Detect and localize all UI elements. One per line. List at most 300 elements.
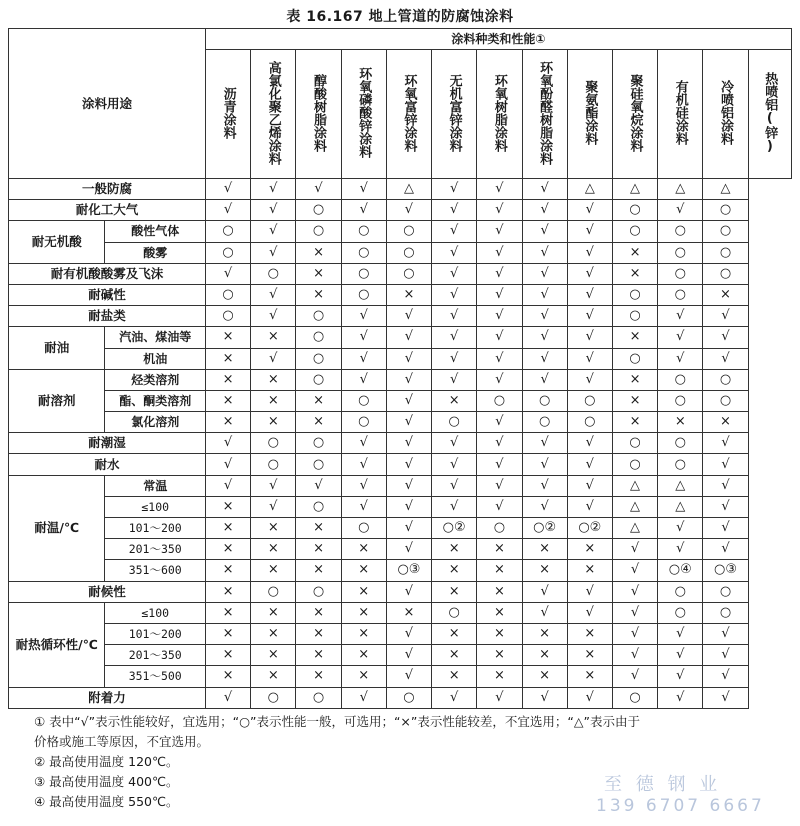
table-row [9,475,792,496]
rating-cell: √ [386,454,431,475]
rating-cell: ○ [522,412,567,433]
coating-header [432,50,477,179]
rating-cell: √ [205,263,250,284]
rating-cell: √ [205,687,250,708]
rating-cell: △ [612,518,657,539]
rating-cell: √ [432,200,477,221]
rating-cell: × [205,412,250,433]
rating-cell: × [612,327,657,348]
rating-cell: ○② [432,518,477,539]
rating-cell: × [522,666,567,687]
rating-cell: × [205,348,250,369]
rating-cell: √ [567,242,612,263]
coating-header [296,50,341,179]
rating-cell: ○ [386,242,431,263]
usage-category: 耐无机酸 [9,221,105,263]
table-row [9,602,792,623]
rating-cell: √ [567,433,612,454]
rating-cell: √ [703,666,748,687]
rating-cell: ○ [612,454,657,475]
rating-cell: √ [432,687,477,708]
usage-subcategory: 101～200 [105,518,206,539]
rating-cell: × [205,369,250,390]
rating-cell: √ [567,602,612,623]
rating-cell: ○ [703,263,748,284]
rating-cell: △ [658,179,703,200]
usage-category: 耐温/℃ [9,475,105,581]
rating-cell: × [296,390,341,411]
rating-cell: ○② [567,518,612,539]
rating-cell: √ [612,539,657,560]
rating-cell: ○ [612,200,657,221]
rating-cell: × [432,539,477,560]
rating-cell: × [432,560,477,581]
rating-cell: √ [612,645,657,666]
rating-cell: ○ [341,221,386,242]
rating-cell: × [205,645,250,666]
rating-cell: √ [386,369,431,390]
coating-name: 聚硅氧烷涂料 [627,73,643,152]
rating-cell: ○ [703,369,748,390]
rating-cell: ○ [251,263,296,284]
rating-cell: △ [658,475,703,496]
rating-cell: √ [477,687,522,708]
rating-cell: × [612,390,657,411]
rating-cell: × [205,666,250,687]
rating-cell: √ [251,284,296,305]
rating-cell: △ [567,179,612,200]
coating-table [8,28,792,709]
rating-cell: × [567,666,612,687]
rating-cell: × [477,645,522,666]
rating-cell: △ [612,475,657,496]
rating-cell: √ [522,200,567,221]
table-row [9,433,792,454]
watermark-phone: 139 6707 6667 [596,796,765,816]
rating-cell: √ [658,623,703,644]
rating-cell: ○ [658,369,703,390]
rating-cell: √ [703,433,748,454]
rating-cell: ○③ [386,560,431,581]
usage-subcategory: 酸性气体 [105,221,206,242]
rating-cell: √ [477,242,522,263]
rating-cell: √ [251,496,296,517]
rating-cell: √ [205,475,250,496]
rating-cell: × [341,581,386,602]
rating-cell: √ [522,475,567,496]
rating-cell: × [341,666,386,687]
rating-cell: √ [251,221,296,242]
rating-cell: √ [477,412,522,433]
table-row [9,179,792,200]
footnote-3: ③ 最高使用温度 400℃。 [34,774,179,789]
rating-cell: × [567,623,612,644]
rating-cell: × [341,560,386,581]
rating-cell: × [251,539,296,560]
rating-cell: √ [477,433,522,454]
rating-cell: √ [386,518,431,539]
rating-cell: √ [703,496,748,517]
rating-cell: ○ [612,687,657,708]
rating-cell: √ [432,179,477,200]
rating-cell: × [522,539,567,560]
table-row [9,306,792,327]
rating-cell: √ [567,263,612,284]
rating-cell: √ [522,242,567,263]
rating-cell: × [296,666,341,687]
rating-cell: √ [386,666,431,687]
rating-cell: ○ [477,390,522,411]
rating-cell: √ [205,433,250,454]
rating-cell: × [522,645,567,666]
rating-cell: × [432,581,477,602]
rating-cell: ○ [658,454,703,475]
rating-cell: √ [477,284,522,305]
rating-cell: √ [658,200,703,221]
table-row [9,645,792,666]
coating-header [477,50,522,179]
coating-name: 环氧磷酸锌涂料 [356,67,372,158]
table-row [9,200,792,221]
coating-name: 无机富锌涂料 [446,73,462,152]
rating-cell: ○ [658,221,703,242]
rating-cell: ○ [386,263,431,284]
usage-category: 耐热循环性/℃ [9,602,105,687]
rating-cell: √ [658,306,703,327]
rating-cell: √ [567,200,612,221]
rating-cell: △ [612,496,657,517]
rating-cell: ○ [612,306,657,327]
rating-cell: × [612,412,657,433]
table-row [9,666,792,687]
rating-cell: ○ [205,242,250,263]
coating-header [251,50,296,179]
rating-cell: √ [432,284,477,305]
rating-cell: × [205,560,250,581]
table-row [9,263,792,284]
rating-cell: √ [386,433,431,454]
rating-cell: √ [522,284,567,305]
rating-cell: √ [522,221,567,242]
rating-cell: √ [477,221,522,242]
rating-cell: × [205,327,250,348]
usage-category: 耐溶剂 [9,369,105,433]
rating-cell: √ [567,369,612,390]
rating-cell: √ [251,179,296,200]
rating-cell: √ [612,623,657,644]
rating-cell: √ [612,666,657,687]
rating-cell: √ [522,454,567,475]
coating-header [567,50,612,179]
table-row [9,687,792,708]
rating-cell: × [296,412,341,433]
rating-cell: ○③ [703,560,748,581]
rating-cell: √ [658,666,703,687]
rating-cell: √ [703,327,748,348]
rating-cell: √ [432,454,477,475]
rating-cell: √ [522,263,567,284]
rating-cell: × [341,602,386,623]
table-row [9,581,792,602]
rating-cell: √ [341,327,386,348]
rating-cell: √ [703,454,748,475]
footnote-4: ④ 最高使用温度 550℃。 [34,794,179,809]
rating-cell: × [477,539,522,560]
rating-cell: × [341,645,386,666]
rating-cell: × [612,369,657,390]
usage-subcategory: 101～200 [105,623,206,644]
rating-cell: × [251,623,296,644]
rating-cell: ○④ [658,560,703,581]
table-row [9,369,792,390]
rating-cell: √ [522,496,567,517]
rating-cell: √ [477,200,522,221]
rating-cell: ○ [386,687,431,708]
footnote-1-cont: 价格或施工等原因，不宜选用。 [34,734,210,749]
rating-cell: ○ [703,242,748,263]
rating-cell: × [522,560,567,581]
rating-cell: △ [612,179,657,200]
usage-subcategory: ≤100 [105,496,206,517]
rating-cell: × [296,263,341,284]
rating-cell: √ [432,263,477,284]
rating-cell: ○ [432,602,477,623]
rating-cell: √ [567,687,612,708]
rating-cell: ○ [251,433,296,454]
rating-cell: √ [386,539,431,560]
rating-cell: × [477,623,522,644]
rating-cell: ○ [296,221,341,242]
rating-cell: √ [432,242,477,263]
rating-cell: △ [386,179,431,200]
rating-cell: √ [477,306,522,327]
rating-cell: √ [477,454,522,475]
rating-cell: × [567,560,612,581]
rating-cell: ○ [567,412,612,433]
rating-cell: × [205,539,250,560]
table-row [9,454,792,475]
rating-cell: √ [477,369,522,390]
rating-cell: √ [567,348,612,369]
rating-cell: × [251,645,296,666]
rating-cell: × [477,602,522,623]
coating-name: 冷喷铝涂料 [717,80,733,145]
table-row [9,284,792,305]
rating-cell: × [432,390,477,411]
usage-subcategory: 201～350 [105,539,206,560]
rating-cell: △ [703,179,748,200]
table-row [9,390,792,411]
rating-cell: √ [703,518,748,539]
rating-cell: √ [432,369,477,390]
table-row [9,242,792,263]
rating-cell: ○ [432,412,477,433]
rating-cell: △ [658,496,703,517]
rating-cell: √ [567,327,612,348]
rating-cell: √ [522,581,567,602]
rating-cell: ○ [703,390,748,411]
rating-cell: √ [522,348,567,369]
rating-cell: × [296,645,341,666]
usage-category: 耐碱性 [9,284,206,305]
rating-cell: √ [432,348,477,369]
rating-cell: ○ [296,369,341,390]
rating-cell: × [251,666,296,687]
rating-cell: √ [251,200,296,221]
rating-cell: ○ [205,284,250,305]
rating-cell: ○ [658,390,703,411]
table-row [9,623,792,644]
table-title: 表 16.167 地上管道的防腐蚀涂料 [286,9,514,25]
header-row-1 [9,29,792,50]
table-row [9,518,792,539]
rating-cell: × [251,412,296,433]
rating-cell: ○ [296,200,341,221]
rating-cell: √ [386,475,431,496]
rating-cell: √ [567,221,612,242]
rating-cell: √ [251,475,296,496]
rating-cell: √ [612,602,657,623]
rating-cell: √ [386,306,431,327]
rating-cell: √ [477,263,522,284]
rating-cell: × [296,518,341,539]
rating-cell: √ [296,475,341,496]
rating-cell: ○ [612,348,657,369]
rating-cell: √ [296,179,341,200]
coating-header [341,50,386,179]
rating-cell: × [612,242,657,263]
rating-cell: √ [612,581,657,602]
footnote-1: ① 表中“√”表示性能较好，宜选用；“○”表示性能一般，可选用；“×”表示性能较差，不宜选用；“△”表示由于 [34,714,640,729]
rating-cell: √ [477,475,522,496]
rating-cell: × [341,623,386,644]
rating-cell: √ [386,348,431,369]
rating-cell: × [477,666,522,687]
usage-category: 耐油 [9,327,105,369]
rating-cell: × [205,623,250,644]
rating-cell: × [296,623,341,644]
rating-cell: √ [386,496,431,517]
rating-cell: × [477,581,522,602]
rating-cell: √ [341,433,386,454]
rating-cell: √ [658,687,703,708]
rating-cell: √ [522,179,567,200]
rating-cell: × [522,623,567,644]
rating-cell: × [567,539,612,560]
rating-cell: √ [386,200,431,221]
usage-subcategory: 氯化溶剂 [105,412,206,433]
rating-cell: × [296,284,341,305]
coating-header [658,50,703,179]
rating-cell: × [296,242,341,263]
rating-cell: × [386,284,431,305]
rating-cell: ○ [251,454,296,475]
rating-cell: √ [612,560,657,581]
rating-cell: ○ [658,242,703,263]
usage-category: 一般防腐 [9,179,206,200]
rating-cell: ○ [658,284,703,305]
rating-cell: × [205,390,250,411]
rating-cell: √ [251,306,296,327]
rating-cell: ○ [296,433,341,454]
rating-cell: ○ [612,284,657,305]
usage-subcategory: 201～350 [105,645,206,666]
coating-name: 热喷铝(锌) [762,71,778,154]
rating-cell: √ [658,518,703,539]
footnote-2: ② 最高使用温度 120℃。 [34,754,179,769]
rating-cell: √ [251,242,296,263]
rating-cell: ○ [296,496,341,517]
coating-header [386,50,431,179]
coating-header [612,50,657,179]
rating-cell: ○ [658,602,703,623]
rating-cell: × [296,602,341,623]
rating-cell: × [432,645,477,666]
rating-cell: × [251,560,296,581]
usage-category: 耐水 [9,454,206,475]
rating-cell: ○ [251,581,296,602]
rating-cell: × [658,412,703,433]
usage-category: 附着力 [9,687,206,708]
coating-header [748,50,791,179]
rating-cell: √ [341,496,386,517]
rating-cell: √ [703,348,748,369]
rating-cell: √ [432,433,477,454]
rating-cell: × [567,645,612,666]
rating-cell: × [612,263,657,284]
coating-name: 沥青涂料 [220,86,236,139]
coating-name: 醇酸树脂涂料 [311,73,327,152]
rating-cell: √ [658,348,703,369]
rating-cell: √ [703,475,748,496]
table-row [9,496,792,517]
rating-cell: √ [386,581,431,602]
rating-cell: √ [386,390,431,411]
rating-cell: √ [432,496,477,517]
rating-cell: × [205,602,250,623]
rating-cell: √ [386,412,431,433]
rating-cell: ○ [341,242,386,263]
table-row [9,560,792,581]
rating-cell: × [251,369,296,390]
rating-cell: × [703,284,748,305]
rating-cell: ○ [703,581,748,602]
rating-cell: ○ [658,263,703,284]
rating-cell: × [477,560,522,581]
rating-cell: × [251,518,296,539]
table-row [9,539,792,560]
table-row [9,412,792,433]
rating-cell: √ [341,475,386,496]
rating-cell: ○ [341,263,386,284]
rating-cell: ○ [296,454,341,475]
rating-cell: √ [703,306,748,327]
coating-name: 环氧富锌涂料 [401,73,417,152]
coating-name: 有机硅涂料 [672,80,688,145]
rating-cell: ○ [296,306,341,327]
rating-cell: √ [567,581,612,602]
rating-cell: √ [341,687,386,708]
rating-cell: √ [522,327,567,348]
rating-cell: × [251,390,296,411]
rating-cell: × [296,539,341,560]
usage-subcategory: 机油 [105,348,206,369]
rating-cell: √ [341,306,386,327]
rating-cell: × [386,602,431,623]
usage-subcategory: 351～500 [105,666,206,687]
rating-cell: √ [477,348,522,369]
rating-cell: × [432,623,477,644]
